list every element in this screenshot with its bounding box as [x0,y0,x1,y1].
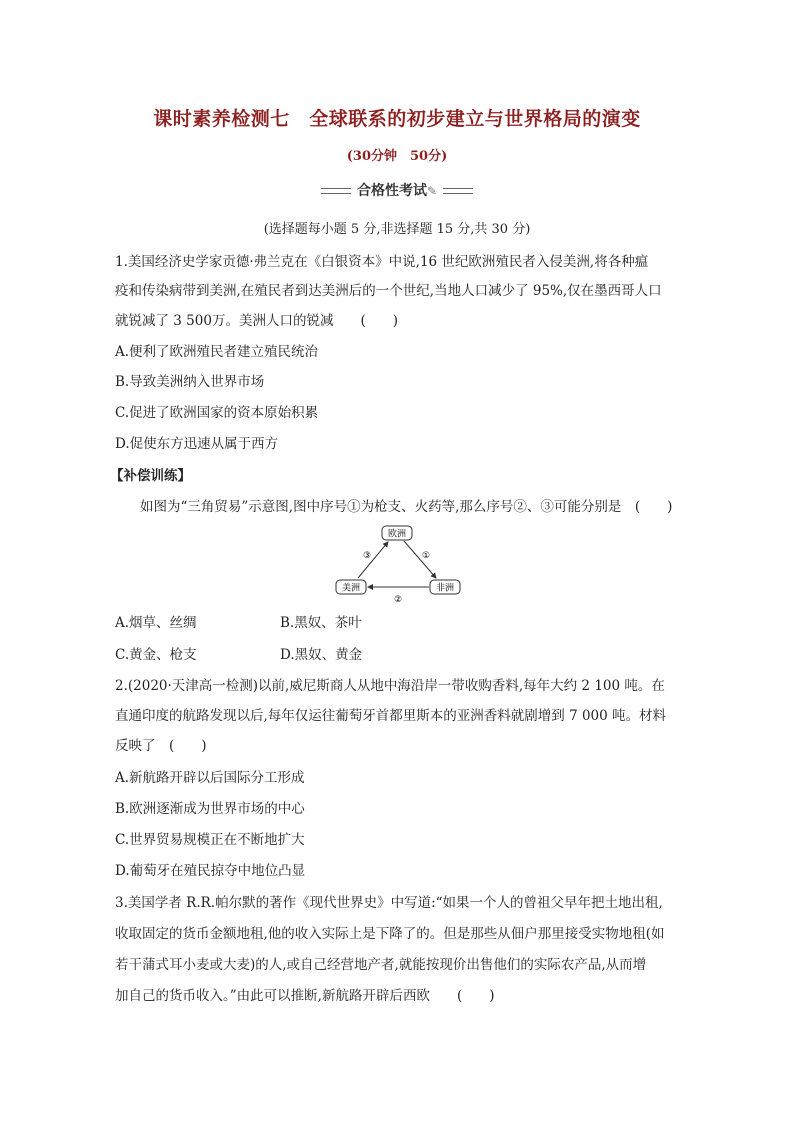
q2-option-a: A.新航路开辟以后国际分工形成 [115,770,305,786]
time-score: (30分钟 50分) [346,149,448,164]
europe-label: 欧洲 [387,529,407,540]
pencil-icon: ✎ [426,184,438,198]
q1-stem-line-2: 疫和传染病带到美洲,在殖民者到达美洲后的一个世纪,当地人口减少了 95%,仅在墨西哥人口 [115,283,662,299]
supplement-stem: 如图为“三角贸易”示意图,图中序号①为枪支、火药等,那么序号②、③可能分别是 ( ) [140,499,673,515]
q1-option-a: A.便利了欧洲殖民者建立殖民统治 [115,344,319,360]
q3-stem-line-4: 加自己的货币收入。”由此可以推断,新航路开辟后西欧 ( ) [115,988,495,1004]
section-title: 合格性考试 [356,183,427,199]
q1-stem-line-1: 1.美国经济史学家贡德·弗兰克在《白银资本》中说,16 世纪欧洲殖民者入侵美洲,将各种瘟 [115,254,649,270]
q1-stem-line-3: 就锐减了 3 500万。美洲人口的锐减 ( ) [115,313,398,329]
q1-option-b: B.导致美洲纳入世界市场 [115,374,265,390]
q2-option-c: C.世界贸易规模正在不断地扩大 [115,832,305,848]
africa-label: 非洲 [435,583,455,594]
america-label: 美洲 [341,583,361,594]
triangle-trade-diagram [330,524,466,606]
supplement-label: 【补偿训练】 [110,468,191,484]
arrow-europe-africa [404,541,436,578]
score-note: (选择题每小题 5 分,非选择题 15 分,共 30 分) [263,222,531,237]
q2-option-d: D.葡萄牙在殖民掠夺中地位凸显 [115,863,306,879]
supplement-option-c: C.黄金、枪支 [115,647,197,663]
q1-option-c: C.促进了欧洲国家的资本原始积累 [115,405,319,421]
supplement-option-row-2 [115,645,685,665]
page-title: 课时素养检测七 全球联系的初步建立与世界格局的演变 [153,108,641,130]
q3-stem-line-3: 若干蒲式耳小麦或大麦)的人,或自己经营地产者,就能按现价出售他们的实际农产品,从而增 [115,957,647,973]
q2-option-b: B.欧洲逐渐成为世界市场的中心 [115,801,305,817]
q2-stem-line-2: 直通印度的航路发现以后,每年仅运往葡萄牙首都里斯本的亚洲香料就剧增到 7 000 吨。材料 [115,708,667,724]
marker-2: ② [393,595,403,605]
divider-right [443,188,473,194]
q3-stem-line-1: 3.美国学者 R.R.帕尔默的著作《现代世界史》中写道:“如果一个人的曾祖父早年把土地出租, [115,895,663,911]
supplement-option-d: D.黑奴、黄金 [280,647,363,663]
supplement-option-a: A.烟草、丝绸 [115,615,197,631]
marker-3: ③ [362,551,372,561]
supplement-option-b: B.黑奴、茶叶 [280,615,362,631]
supplement-option-row-1 [115,613,685,633]
divider-left [321,188,351,194]
section-heading [0,180,794,200]
q2-stem-line-1: 2.(2020·天津高一检测)以前,威尼斯商人从地中海沿岸一带收购香料,每年大约 2 100 吨。在 [115,678,665,694]
marker-1: ① [421,551,431,561]
q2-stem-line-3: 反映了 ( ) [115,738,207,754]
q3-stem-line-2: 收取固定的货币金额地租,他的收入实际上是下降了的。但是那些从佃户那里接受实物地租(如 [115,926,665,942]
q1-option-d: D.促使东方迅速从属于西方 [115,436,279,452]
